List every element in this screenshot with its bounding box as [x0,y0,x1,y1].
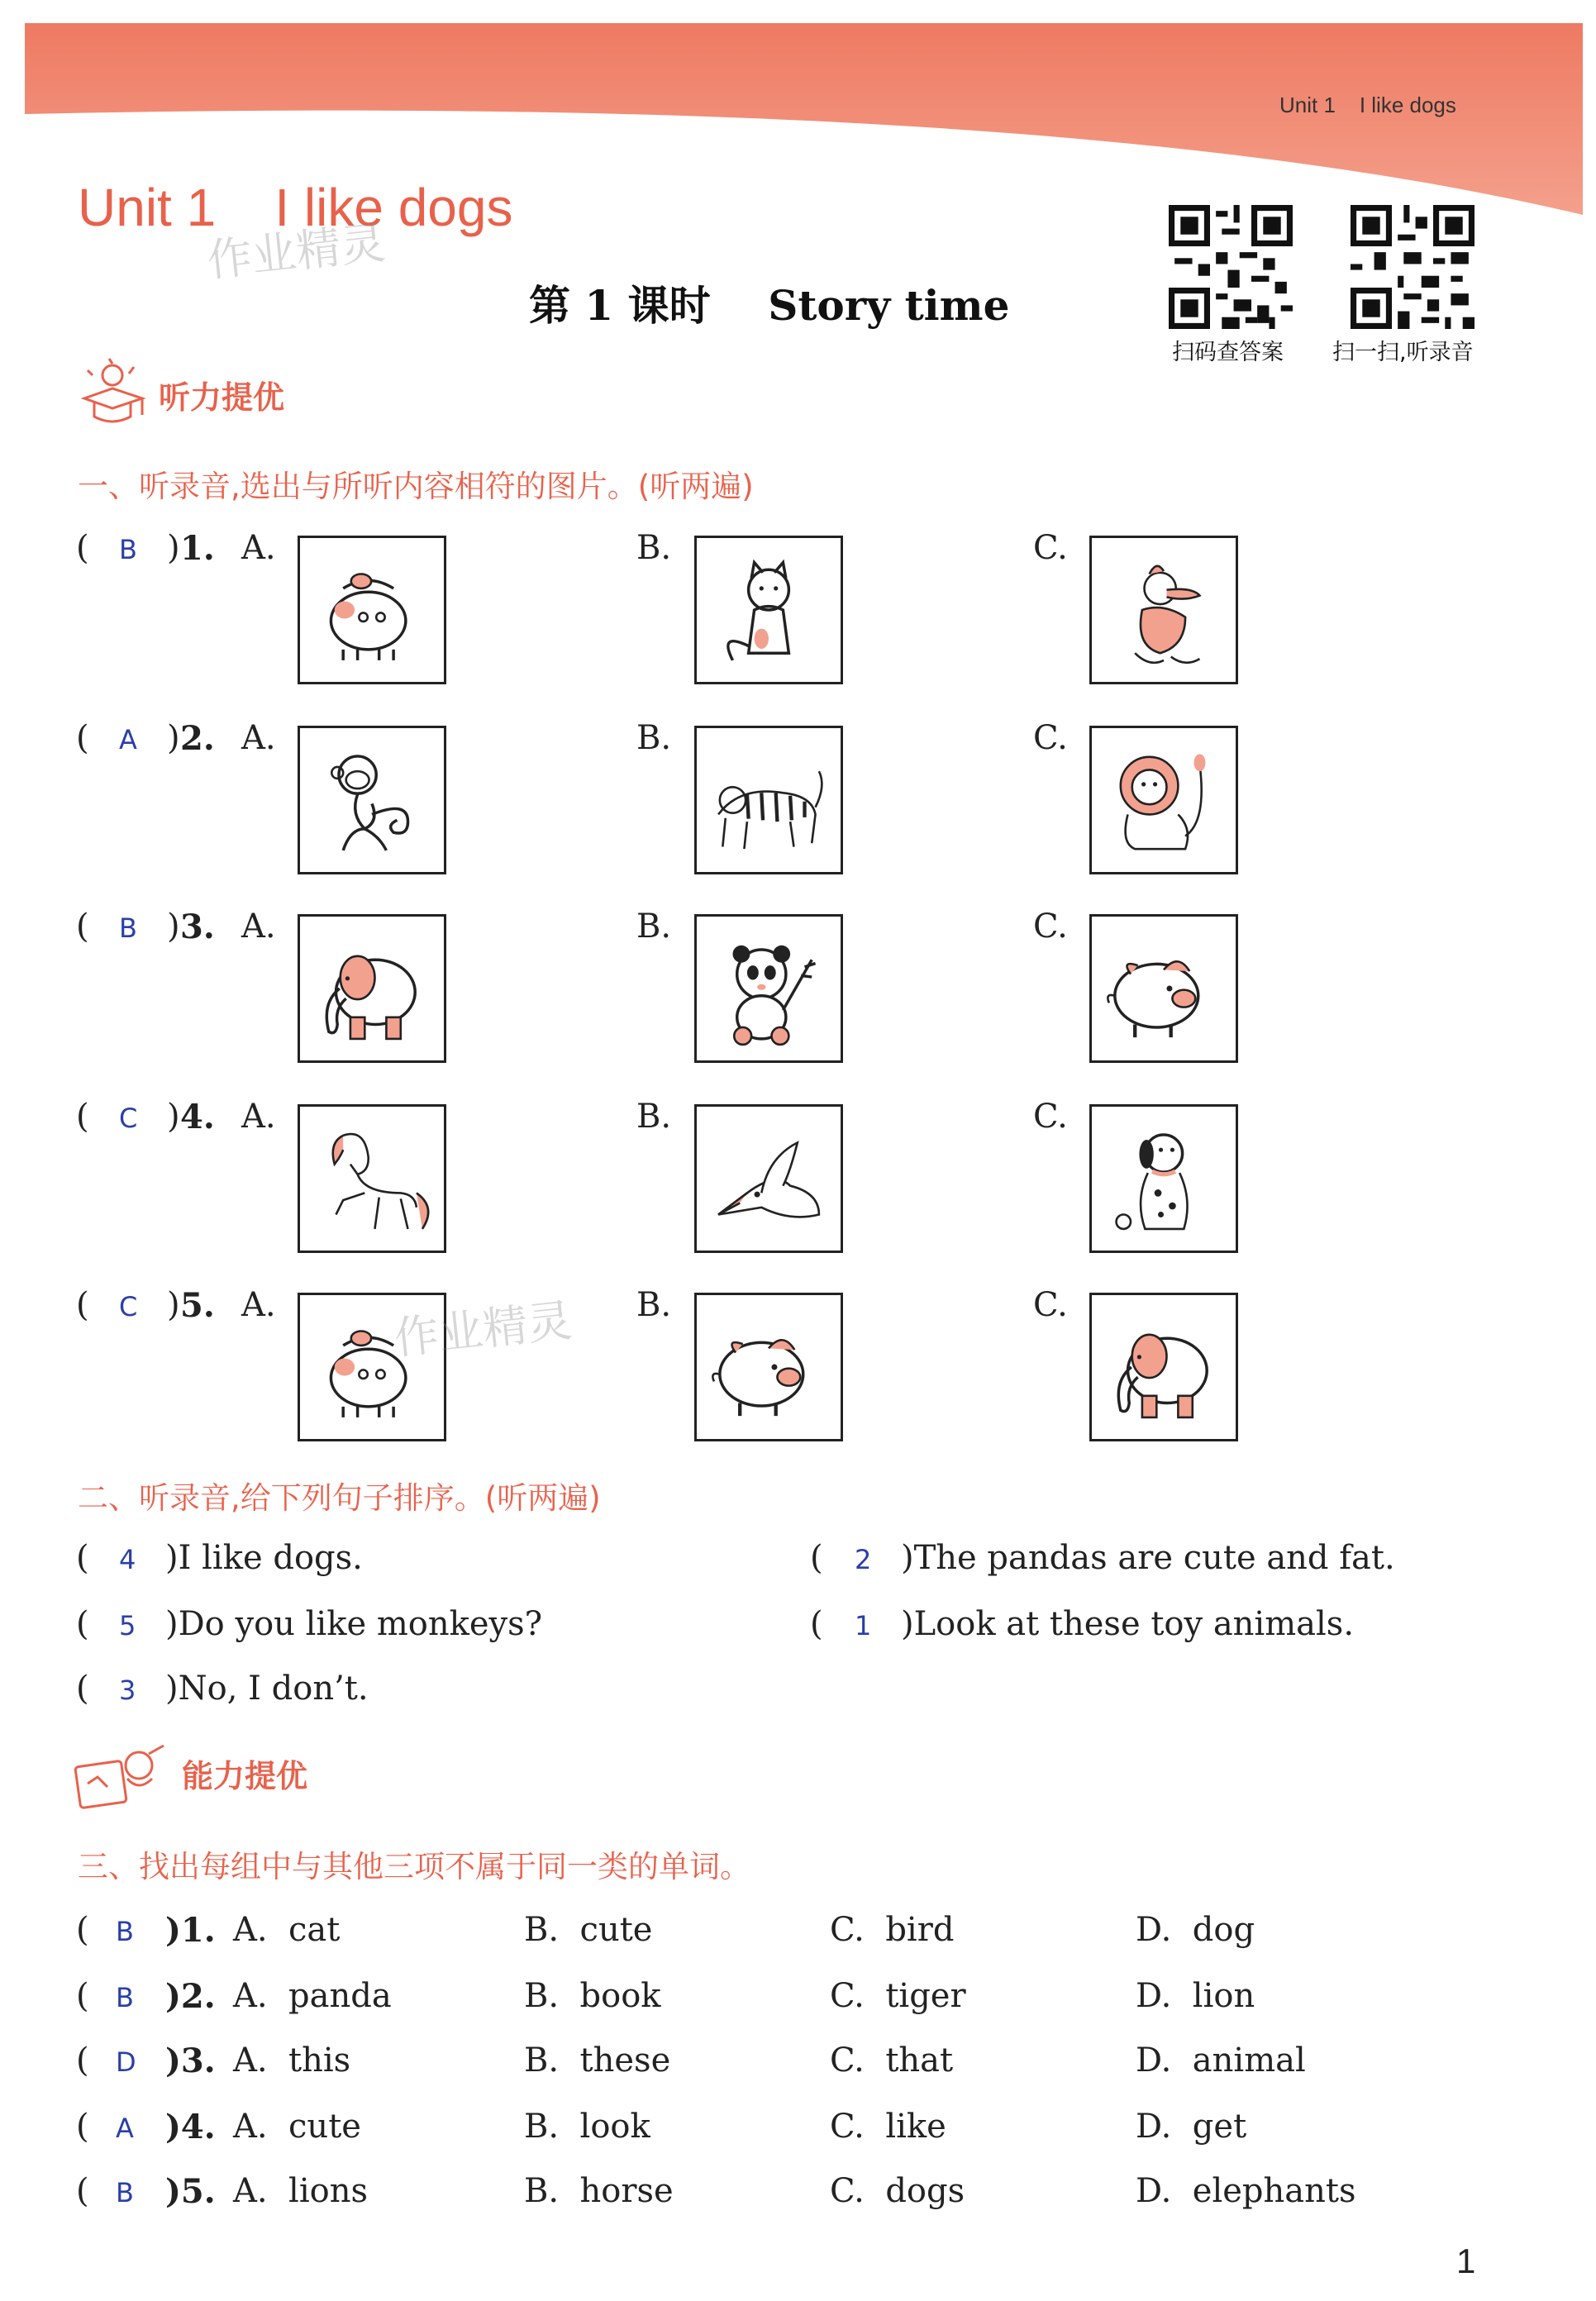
pig-icon [697,1295,841,1439]
unit-title: Unit 1 I like dogs [78,178,513,237]
part3-q3-open-paren: ( [76,2041,89,2079]
part1-q5-answer[interactable]: C [119,1291,138,1322]
part3-q5-answer[interactable]: B [116,2177,134,2208]
part3-q4-number: )4. [165,2108,216,2146]
part1-q5-number: 5. [180,1286,215,1325]
part1-q3-open-paren: ( [76,908,89,946]
part1-q2-number: 2. [180,719,215,758]
part1-q5-option-label: C. [1033,1286,1068,1324]
part3-q1-option: B. cute [524,1911,653,1949]
part1-q2-option-label: B. [636,719,672,757]
part3-q1-open-paren: ( [76,1911,89,1949]
part2-item-4-text: )Look at these toy animals. [901,1605,1355,1643]
watermark: 作业精灵 [204,216,388,288]
part1-q3-pig-picture[interactable] [1089,914,1238,1063]
part3-q4-open-paren: ( [76,2108,89,2146]
part1-q2-tiger-picture[interactable] [694,726,843,874]
part3-q4-option: D. get [1136,2108,1247,2146]
part1-q3-elephant-picture[interactable] [298,914,446,1063]
part2-item-4-open: ( [810,1605,823,1643]
part3-q2-answer[interactable]: B [116,1982,134,2013]
part1-q3-number: 3. [180,908,215,946]
part3-q1-answer[interactable]: B [116,1916,134,1947]
part3-q2-open-paren: ( [76,1977,89,2015]
part3-q5-option: B. horse [524,2172,674,2210]
qr-caption-audio: 扫一扫,听录音 [1332,340,1474,365]
part3-q1-option: C. bird [830,1911,955,1949]
part1-q4-option-label: C. [1033,1098,1068,1136]
watermark: 作业精灵 [391,1293,575,1365]
part1-q5-option-label: A. [241,1286,276,1324]
part1-q1-open-paren: ( [76,529,89,567]
part3-q4-answer[interactable]: A [116,2113,134,2144]
part1-q3-answer[interactable]: B [119,912,137,944]
part2-item-5-open: ( [76,1670,89,1708]
pig-icon [1092,917,1236,1060]
qr-caption-answers: 扫码查答案 [1172,340,1284,365]
part3-q2-option: D. lion [1136,1977,1255,2015]
part1-q4-option-label: A. [241,1098,276,1136]
part1-q5-close-paren: ) [167,1286,180,1324]
part2-item-5-answer[interactable]: 3 [119,1675,136,1706]
part1-q2-answer[interactable]: A [119,724,137,755]
part3-q4-option: B. look [524,2108,650,2146]
monkey-icon [300,728,444,872]
part1-q1-duck-picture[interactable] [1089,536,1238,684]
lion-icon [1092,728,1236,872]
part1-q4-answer[interactable]: C [119,1103,138,1134]
ability-section-title: 能力提优 [182,1758,308,1794]
part1-q4-bird-picture[interactable] [694,1104,843,1253]
part1-q5-option-label: B. [636,1286,672,1324]
listening-section-icon [76,355,149,430]
part1-q2-close-paren: ) [167,719,180,757]
part3-q1-option: A. cat [233,1911,341,1949]
part1-q2-lion-picture[interactable] [1089,726,1238,874]
part3-q5-option: C. dogs [830,2172,965,2210]
part1-q3-option-label: B. [636,908,672,946]
part1-q5-open-paren: ( [76,1286,89,1324]
elephant-icon [300,917,444,1060]
part1-q3-panda-picture[interactable] [694,914,843,1063]
duck-icon [1092,538,1236,682]
listening-section-title: 听力提优 [159,379,285,416]
part2-item-3-text: )Do you like monkeys? [165,1605,543,1643]
part1-q4-horse-picture[interactable] [298,1104,446,1253]
lesson-title: 第 1 课时 Story time [529,281,1010,330]
part1-q4-number: 4. [180,1098,215,1136]
part1-q1-number: 1. [180,529,215,568]
cow-icon [300,538,444,682]
part3-q3-option: A. this [233,2041,351,2079]
part1-q2-open-paren: ( [76,719,89,757]
part1-q1-option-label: A. [241,529,276,567]
part3-q4-option: A. cute [233,2108,361,2146]
part3-q2-option: B. book [524,1977,661,2015]
horse-icon [300,1107,444,1251]
part2-heading: 二、听录音,给下列句子排序。(听两遍) [78,1480,601,1516]
part3-q3-number: )3. [165,2041,216,2080]
tiger-icon [697,728,841,872]
part3-heading: 三、找出每组中与其他三项不属于同一类的单词。 [78,1849,750,1884]
part2-item-2-text: )The pandas are cute and fat. [901,1539,1395,1577]
part2-item-1-answer[interactable]: 4 [119,1544,136,1575]
part1-q2-option-label: C. [1033,719,1068,757]
part2-item-2-open: ( [810,1539,823,1577]
part1-q1-cow-picture[interactable] [298,536,446,684]
part3-q3-option: C. that [830,2041,954,2079]
part1-q5-pig-picture[interactable] [694,1293,843,1441]
part3-q2-number: )2. [165,1977,216,2016]
part1-q1-answer[interactable]: B [119,534,137,565]
part3-q5-option: D. elephants [1136,2172,1356,2210]
part1-q4-option-label: B. [636,1098,672,1136]
part2-item-5-text: )No, I don’t. [165,1670,369,1708]
part3-q4-option: C. like [830,2108,946,2146]
part3-q3-answer[interactable]: D [116,2046,136,2078]
part3-q3-option: B. these [524,2041,671,2079]
page-number: 1 [1456,2241,1476,2280]
part3-q5-open-paren: ( [76,2172,89,2210]
part1-q1-option-label: B. [636,529,672,567]
qr-code-audio[interactable] [1351,205,1475,329]
part2-item-3-open: ( [76,1605,89,1643]
part3-q5-number: )5. [165,2172,216,2211]
part2-item-1-open: ( [76,1539,89,1577]
part1-q2-monkey-picture[interactable] [298,726,446,874]
part1-q3-close-paren: ) [167,908,180,946]
part2-item-3-answer[interactable]: 5 [119,1610,136,1641]
running-head: Unit 1 I like dogs [1279,93,1456,117]
part1-q1-option-label: C. [1033,529,1068,567]
part1-heading: 一、听录音,选出与所听内容相符的图片。(听两遍) [78,469,754,504]
part2-item-1-text: )I like dogs. [165,1539,363,1577]
part3-q2-option: A. panda [233,1977,392,2015]
part1-q4-dog-picture[interactable] [1089,1104,1238,1253]
ability-section-icon [73,1742,170,1813]
panda-icon [697,917,841,1060]
part1-q3-option-label: C. [1033,908,1068,946]
qr-code-answers[interactable] [1169,205,1293,329]
part2-item-4-answer[interactable]: 1 [855,1610,872,1641]
part3-q2-option: C. tiger [830,1977,966,2015]
part3-q3-option: D. animal [1136,2041,1306,2079]
part1-q4-close-paren: ) [167,1098,180,1136]
part1-q2-option-label: A. [241,719,276,757]
cat-icon [697,538,841,682]
part1-q5-elephant-picture[interactable] [1089,1293,1238,1441]
part1-q1-close-paren: ) [167,529,180,567]
part1-q3-option-label: A. [241,908,276,946]
part3-q1-option: D. dog [1136,1911,1255,1949]
part3-q5-option: A. lions [233,2172,368,2210]
part2-item-2-answer[interactable]: 2 [855,1544,872,1575]
part1-q1-cat-picture[interactable] [694,536,843,684]
elephant-icon [1092,1295,1236,1439]
part3-q1-number: )1. [165,1911,216,1950]
dog-icon [1092,1107,1236,1251]
bird-icon [697,1107,841,1251]
part1-q4-open-paren: ( [76,1098,89,1136]
